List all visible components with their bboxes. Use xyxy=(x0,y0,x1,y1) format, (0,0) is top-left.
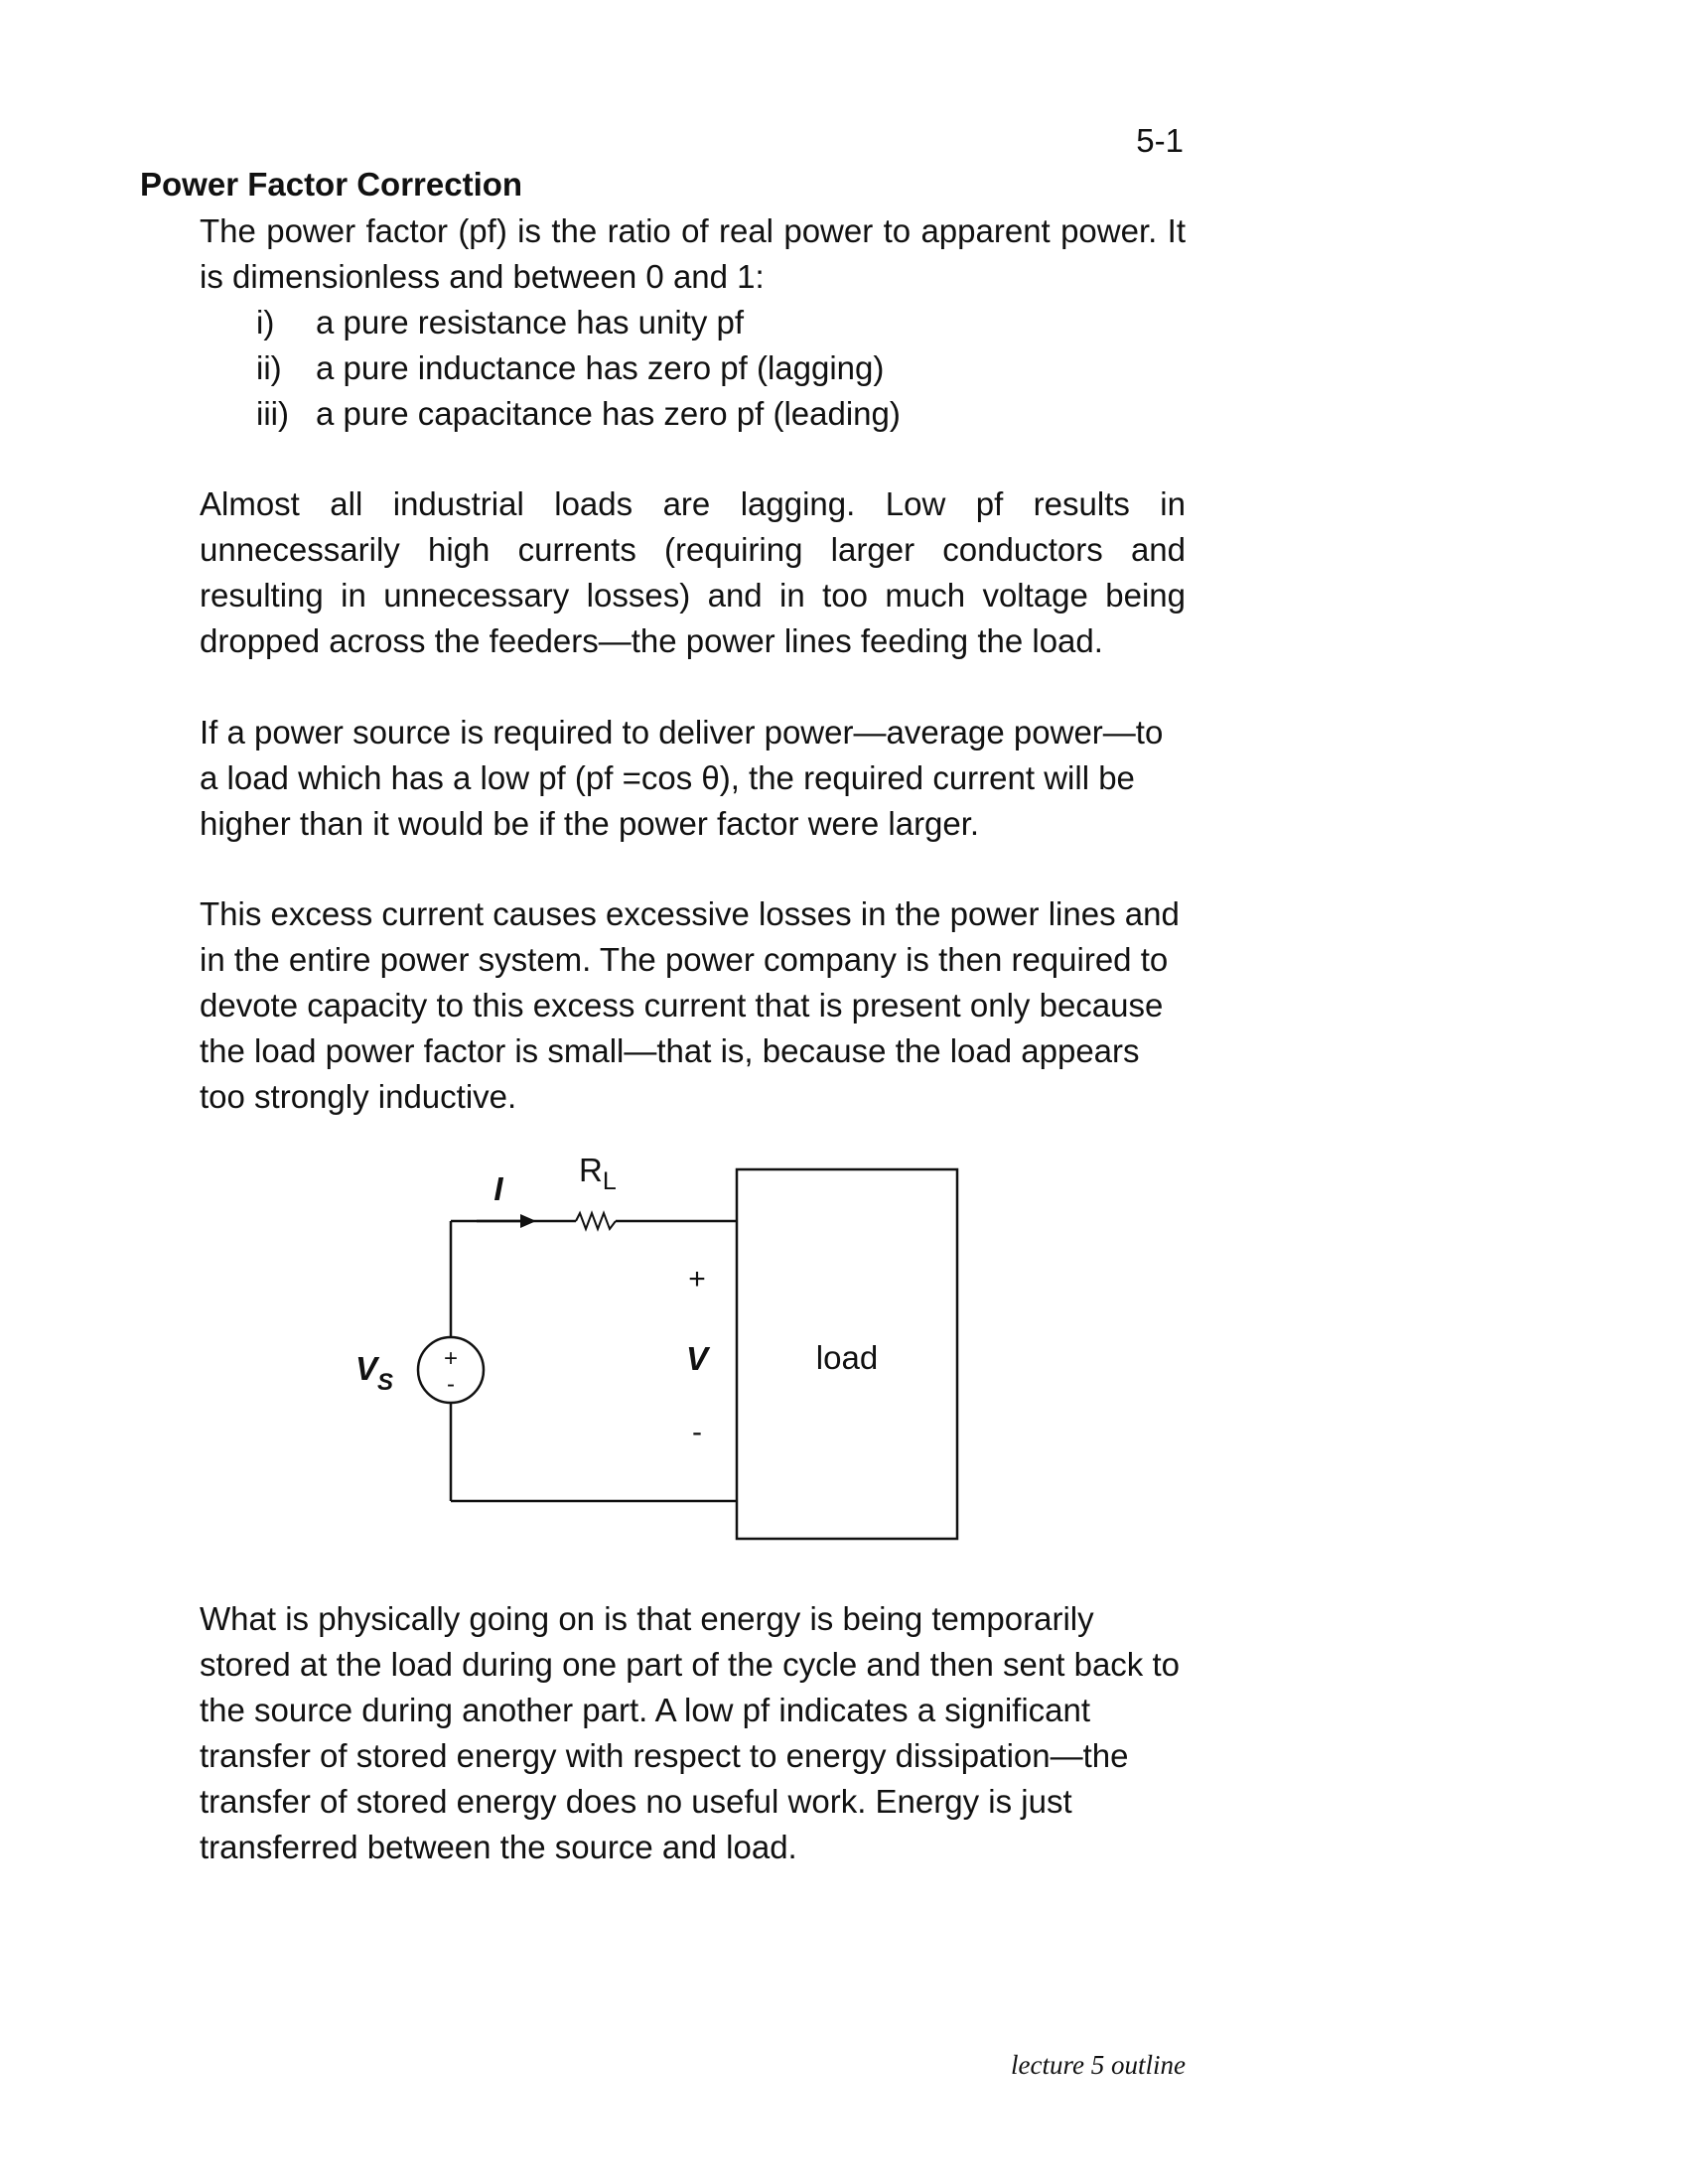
list-item-number: ii) xyxy=(256,349,282,386)
current-arrow-head xyxy=(520,1214,536,1228)
paragraph-line: transfer of stored energy with respect to energy dissipation—the xyxy=(200,1737,1129,1774)
list-item xyxy=(256,345,901,391)
paragraph-line: transferred between the source and load. xyxy=(200,1829,797,1865)
source-label xyxy=(355,1350,393,1396)
page-footer: lecture 5 outline xyxy=(1011,2050,1186,2080)
power-source-paragraph xyxy=(200,710,1186,847)
power-factor-list xyxy=(256,300,901,437)
paragraph-line: If a power source is required to deliver power—average power—to xyxy=(200,714,1164,751)
list-item-number: iii) xyxy=(256,395,289,432)
page-number: 5-1 xyxy=(1136,122,1184,159)
paragraph-line: stored at the load during one part of the cycle and then sent back to xyxy=(200,1646,1180,1683)
paragraph-line: too strongly inductive. xyxy=(200,1078,517,1115)
source-plus-sign: + xyxy=(443,1345,459,1372)
resistor-symbol xyxy=(576,1213,616,1229)
list-item-text: a pure capacitance has zero pf (leading) xyxy=(316,395,901,432)
paragraph-line: devote capacity to this excess current that is present only because xyxy=(200,987,1164,1024)
list-item-text: a pure inductance has zero pf (lagging) xyxy=(316,349,885,386)
page-title: Power Factor Correction xyxy=(140,166,523,203)
paragraph-line: in the entire power system. The power company is then required to xyxy=(200,941,1169,978)
list-item xyxy=(256,391,901,437)
paragraph-line: a load which has a low pf (pf =cos θ), the required current will be xyxy=(200,759,1135,796)
list-item-text: a pure resistance has unity pf xyxy=(316,304,745,341)
intro-paragraph: The power factor (pf) is the ratio of real power to apparent power. It is dimensionless and between 0 and 1: xyxy=(200,212,1186,295)
voltage-minus-sign: - xyxy=(692,1416,702,1448)
voltage-label: V xyxy=(685,1340,709,1377)
source-minus-sign: - xyxy=(447,1371,455,1398)
paragraph-line: This excess current causes excessive losses in the power lines and xyxy=(200,895,1180,932)
excess-current-paragraph xyxy=(200,891,1186,1120)
voltage-plus-sign: + xyxy=(688,1263,706,1296)
list-item xyxy=(256,300,901,345)
current-label: I xyxy=(493,1170,503,1207)
circuit-diagram xyxy=(338,1152,973,1569)
resistor-label xyxy=(579,1152,617,1195)
paragraph-line: What is physically going on is that energy is being temporarily xyxy=(200,1600,1094,1637)
physical-explanation-paragraph xyxy=(200,1596,1186,1870)
list-item-number: i) xyxy=(256,304,275,341)
load-label: load xyxy=(815,1339,879,1376)
source-label-main: V xyxy=(355,1350,378,1387)
paragraph-line: transfer of stored energy does no useful work. Energy is just xyxy=(200,1783,1072,1820)
industrial-loads-paragraph: Almost all industrial loads are lagging. Low pf results in unnecessarily high currents (requiring larger conductors and resulting in unnecessary losses) and in too much voltage being dropped across the feeders—the power lines feeding the load. xyxy=(200,485,1186,659)
resistor-label-main: R xyxy=(579,1152,603,1188)
paragraph-line: higher than it would be if the power factor were larger. xyxy=(200,805,980,842)
paragraph-line: the load power factor is small—that is, because the load appears xyxy=(200,1032,1140,1069)
source-label-subscript: S xyxy=(377,1369,394,1396)
resistor-label-subscript: L xyxy=(602,1167,617,1195)
paragraph-line: the source during another part. A low pf indicates a significant xyxy=(200,1692,1091,1728)
